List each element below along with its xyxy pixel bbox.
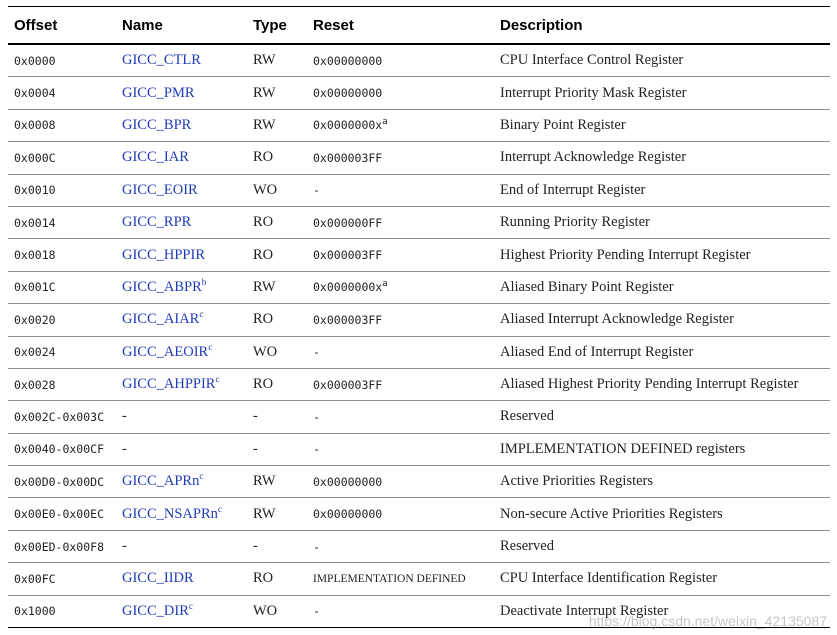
header-row xyxy=(8,7,830,45)
cell-description: Deactivate Interrupt Register xyxy=(494,595,830,627)
cell-description: Active Priorities Registers xyxy=(494,466,830,498)
cell-name[interactable] xyxy=(116,206,247,238)
cell-offset: 0x001C xyxy=(8,271,116,303)
watermark-text: https://blog.csdn.net/weixin_42135087 xyxy=(588,613,827,629)
footnote-marker: c xyxy=(215,374,220,385)
cell-reset xyxy=(307,77,494,109)
footnote-marker: c xyxy=(208,341,213,352)
reset-value: 0x000003FF xyxy=(313,312,383,327)
cell-description: Highest Priority Pending Interrupt Register xyxy=(494,239,830,271)
cell-name[interactable] xyxy=(116,336,247,368)
cell-type: RO xyxy=(247,142,307,174)
cell-reset xyxy=(307,595,494,627)
cell-offset: 0x1000 xyxy=(8,595,116,627)
cell-reset xyxy=(307,466,494,498)
register-name-link[interactable]: GICC_BPR xyxy=(122,116,192,133)
reset-value: - xyxy=(313,183,320,198)
cell-name xyxy=(116,530,247,562)
cell-name[interactable] xyxy=(116,239,247,271)
cell-description: Binary Point Register xyxy=(494,109,830,141)
table-row xyxy=(8,498,830,530)
cell-name[interactable] xyxy=(116,142,247,174)
cell-type: RW xyxy=(247,77,307,109)
reset-value: 0x00000000 xyxy=(313,474,383,489)
cell-name[interactable] xyxy=(116,563,247,595)
cell-description: Reserved xyxy=(494,401,830,433)
reset-value: - xyxy=(313,345,320,360)
cell-reset xyxy=(307,109,494,141)
cell-type: - xyxy=(247,401,307,433)
cell-reset xyxy=(307,530,494,562)
name-placeholder: - xyxy=(122,440,127,457)
footnote-marker: c xyxy=(199,309,204,320)
cell-offset: 0x00FC xyxy=(8,563,116,595)
cell-description: Aliased End of Interrupt Register xyxy=(494,336,830,368)
cell-name[interactable] xyxy=(116,109,247,141)
cell-type: RW xyxy=(247,466,307,498)
cell-type: RO xyxy=(247,368,307,400)
cell-name xyxy=(116,433,247,465)
cell-type: RO xyxy=(247,239,307,271)
table-body xyxy=(8,44,830,628)
cell-description: End of Interrupt Register xyxy=(494,174,830,206)
cell-description: CPU Interface Control Register xyxy=(494,44,830,77)
cell-description: Aliased Highest Priority Pending Interrupt Register xyxy=(494,368,830,400)
cell-offset: 0x000C xyxy=(8,142,116,174)
cell-offset: 0x00ED-0x00F8 xyxy=(8,530,116,562)
cell-description: Running Priority Register xyxy=(494,206,830,238)
footnote-marker: a xyxy=(382,117,388,128)
table-row xyxy=(8,304,830,336)
footnote-marker: c xyxy=(199,471,204,482)
table-row xyxy=(8,563,830,595)
cell-offset: 0x0024 xyxy=(8,336,116,368)
cell-offset: 0x0028 xyxy=(8,368,116,400)
reset-value: 0x000003FF xyxy=(313,150,383,165)
cell-offset: 0x00E0-0x00EC xyxy=(8,498,116,530)
reset-value: - xyxy=(313,442,320,457)
cell-name[interactable] xyxy=(116,174,247,206)
table-row xyxy=(8,239,830,271)
reset-value: 0x000000FF xyxy=(313,215,383,230)
cell-reset xyxy=(307,401,494,433)
footnote-marker: c xyxy=(188,601,193,611)
reset-value: 0x00000000 xyxy=(313,86,383,101)
cell-type: RW xyxy=(247,498,307,530)
table-row xyxy=(8,433,830,465)
cell-name[interactable] xyxy=(116,44,247,77)
header-type: Type xyxy=(247,7,307,45)
reset-value: - xyxy=(313,409,320,424)
cell-reset xyxy=(307,433,494,465)
cell-name xyxy=(116,401,247,433)
reset-value: 0x00000000 xyxy=(313,53,383,68)
table-row xyxy=(8,109,830,141)
cell-reset xyxy=(307,206,494,238)
reset-value: - xyxy=(313,539,320,554)
table-row xyxy=(8,142,830,174)
cell-type: RO xyxy=(247,304,307,336)
table-row xyxy=(8,401,830,433)
reset-value: 0x000003FF xyxy=(313,377,383,392)
register-name-link[interactable]: GICC_RPR xyxy=(122,214,192,231)
name-placeholder: - xyxy=(122,408,127,425)
register-map-table xyxy=(8,6,830,628)
cell-type: WO xyxy=(247,174,307,206)
cell-name[interactable] xyxy=(116,368,247,400)
cell-description: Non-secure Active Priorities Registers xyxy=(494,498,830,530)
cell-offset: 0x0004 xyxy=(8,77,116,109)
cell-type: RW xyxy=(247,44,307,77)
table-row xyxy=(8,336,830,368)
cell-reset xyxy=(307,563,494,595)
table-row xyxy=(8,530,830,562)
reset-value: - xyxy=(313,604,320,619)
cell-reset xyxy=(307,239,494,271)
cell-offset: 0x0040-0x00CF xyxy=(8,433,116,465)
register-name-link[interactable]: GICC_IIDR xyxy=(122,570,194,587)
register-name-link[interactable]: GICC_PMR xyxy=(122,84,195,101)
footnote-marker: b xyxy=(201,277,207,288)
register-name-link[interactable]: GICC_HPPIR xyxy=(122,246,205,263)
cell-reset xyxy=(307,174,494,206)
cell-name[interactable] xyxy=(116,77,247,109)
cell-reset xyxy=(307,271,494,303)
cell-description: Aliased Interrupt Acknowledge Register xyxy=(494,304,830,336)
register-name-link[interactable]: GICC_CTLR xyxy=(122,52,201,69)
cell-type: - xyxy=(247,433,307,465)
header-offset: Offset xyxy=(8,7,116,45)
register-name-link[interactable]: GICC_AEOIR xyxy=(122,343,209,360)
header-name: Name xyxy=(116,7,247,45)
cell-name[interactable] xyxy=(116,595,247,627)
cell-offset: 0x0014 xyxy=(8,206,116,238)
register-name-link[interactable]: GICC_AHPPIR xyxy=(122,376,216,393)
table-row xyxy=(8,44,830,77)
cell-offset: 0x0010 xyxy=(8,174,116,206)
header-reset: Reset xyxy=(307,7,494,45)
register-name-link[interactable]: GICC_APRn xyxy=(122,473,200,490)
reset-value: IMPLEMENTATION DEFINED xyxy=(313,572,466,585)
register-name-link[interactable]: GICC_NSAPRn xyxy=(122,505,218,522)
name-placeholder: - xyxy=(122,538,127,555)
cell-reset xyxy=(307,44,494,77)
register-name-link[interactable]: GICC_AIAR xyxy=(122,311,200,328)
reset-value: 0x000003FF xyxy=(313,248,383,263)
cell-offset: 0x00D0-0x00DC xyxy=(8,466,116,498)
cell-type: WO xyxy=(247,336,307,368)
cell-description: Interrupt Priority Mask Register xyxy=(494,77,830,109)
register-name-link[interactable]: GICC_ABPR xyxy=(122,278,202,295)
reset-value: 0x0000000x xyxy=(313,118,383,133)
cell-type: RO xyxy=(247,206,307,238)
table-row xyxy=(8,368,830,400)
cell-description: Aliased Binary Point Register xyxy=(494,271,830,303)
cell-type: RO xyxy=(247,563,307,595)
cell-description: Interrupt Acknowledge Register xyxy=(494,142,830,174)
cell-description: CPU Interface Identification Register xyxy=(494,563,830,595)
table-row xyxy=(8,206,830,238)
cell-reset xyxy=(307,336,494,368)
cell-type: RW xyxy=(247,271,307,303)
footnote-marker: c xyxy=(217,503,222,514)
cell-offset: 0x0008 xyxy=(8,109,116,141)
cell-reset xyxy=(307,368,494,400)
cell-name[interactable] xyxy=(116,304,247,336)
cell-name[interactable] xyxy=(116,271,247,303)
cell-offset: 0x0020 xyxy=(8,304,116,336)
cell-reset xyxy=(307,304,494,336)
cell-description: Reserved xyxy=(494,530,830,562)
cell-offset: 0x0018 xyxy=(8,239,116,271)
cell-name[interactable] xyxy=(116,498,247,530)
cell-type: WO xyxy=(247,595,307,627)
table-row xyxy=(8,466,830,498)
reset-value: 0x00000000 xyxy=(313,507,383,522)
register-name-link[interactable]: GICC_DIR xyxy=(122,602,189,619)
cell-name[interactable] xyxy=(116,466,247,498)
table-row xyxy=(8,77,830,109)
table-row xyxy=(8,174,830,206)
cell-description: IMPLEMENTATION DEFINED registers xyxy=(494,433,830,465)
cell-reset xyxy=(307,498,494,530)
cell-reset xyxy=(307,142,494,174)
register-name-link[interactable]: GICC_IAR xyxy=(122,149,189,166)
table-row xyxy=(8,271,830,303)
header-description: Description xyxy=(494,7,830,45)
cell-type: - xyxy=(247,530,307,562)
reset-value: 0x0000000x xyxy=(313,280,383,295)
footnote-marker: a xyxy=(382,279,388,290)
cell-type: RW xyxy=(247,109,307,141)
register-name-link[interactable]: GICC_EOIR xyxy=(122,181,198,198)
cell-offset: 0x0000 xyxy=(8,44,116,77)
cell-offset: 0x002C-0x003C xyxy=(8,401,116,433)
